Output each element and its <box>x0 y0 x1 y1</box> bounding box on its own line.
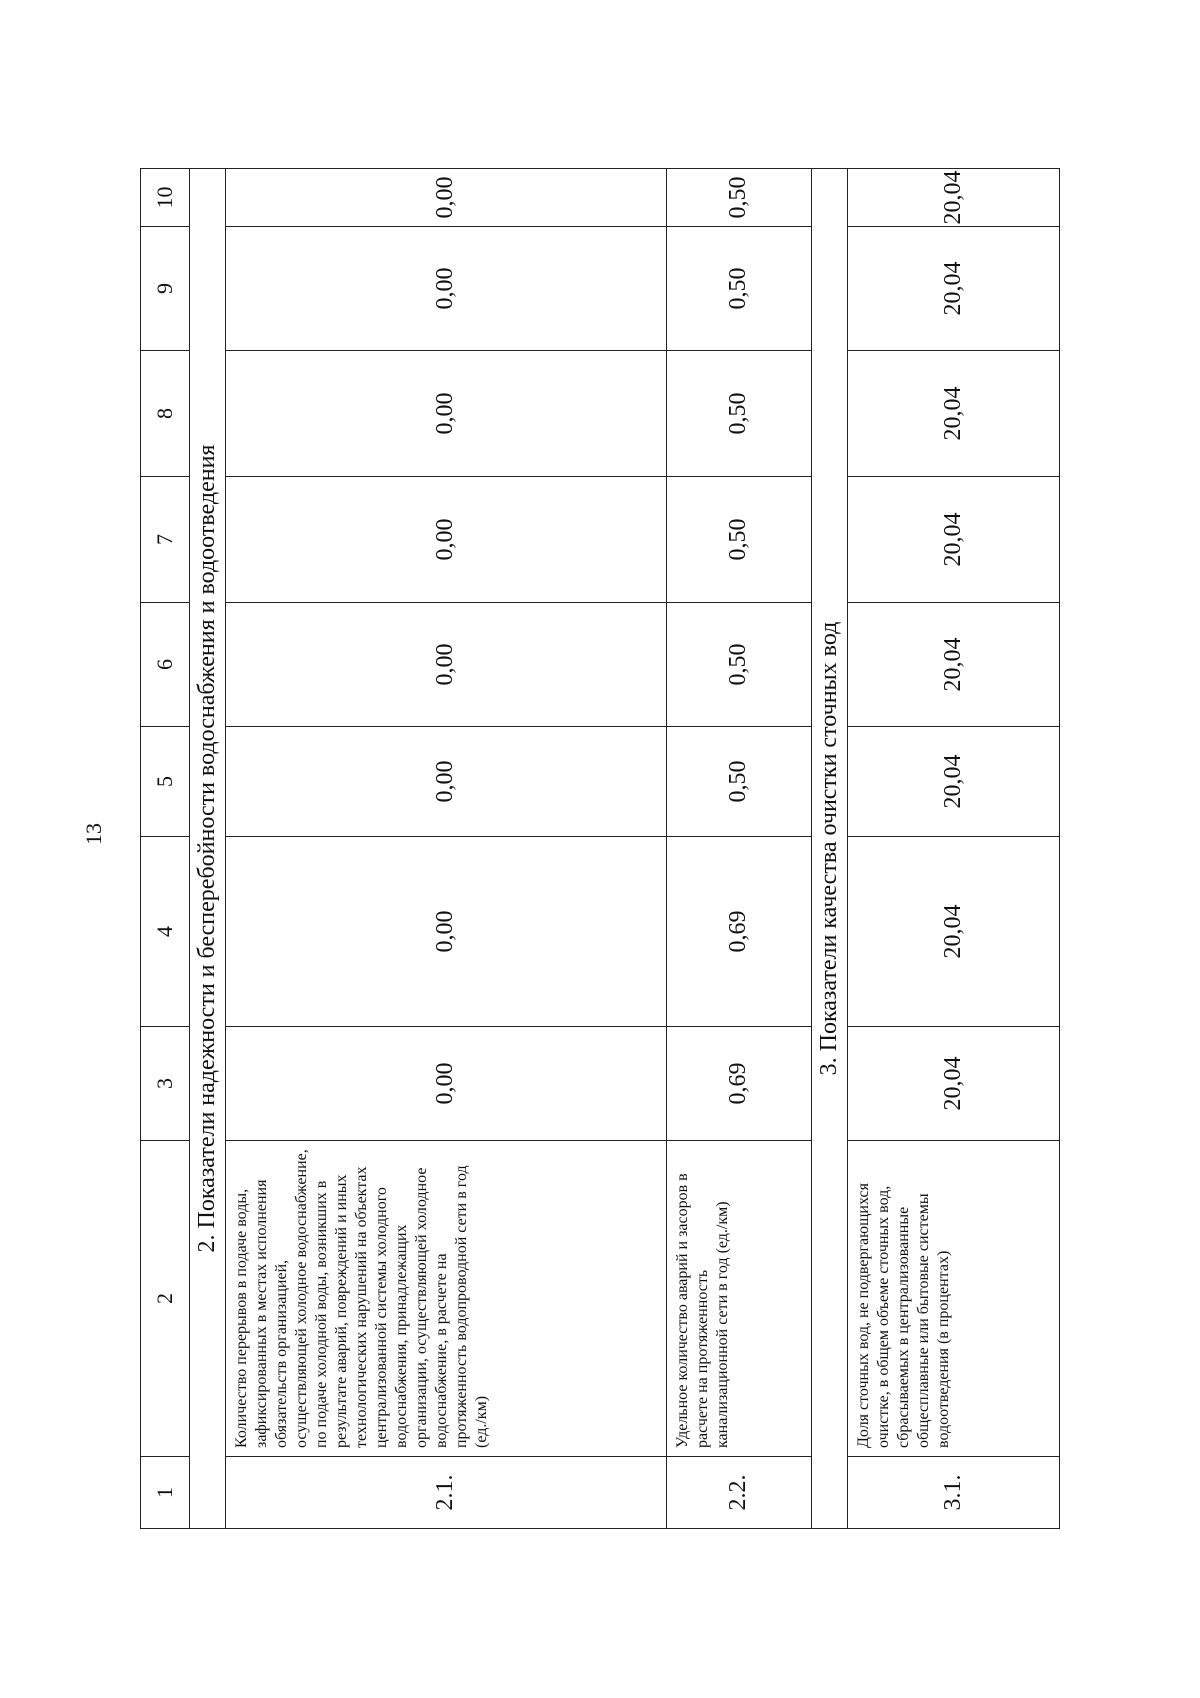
row-value: 0,50 <box>666 169 812 227</box>
column-number: 3 <box>141 1027 190 1141</box>
row-value: 20,04 <box>848 169 1060 227</box>
rotated-table-wrapper <box>140 169 1060 1529</box>
row-value: 0,00 <box>225 477 666 603</box>
column-number: 10 <box>141 169 190 227</box>
row-code: 2.2. <box>666 1457 812 1529</box>
row-value: 0,69 <box>666 837 812 1027</box>
row-value: 0,69 <box>666 1027 812 1141</box>
row-value: 0,50 <box>666 227 812 351</box>
section-title: 3. Показатели качества очистки сточных вод <box>812 169 848 1529</box>
row-value: 20,04 <box>848 727 1060 837</box>
column-number: 6 <box>141 603 190 727</box>
column-number: 2 <box>141 1141 190 1457</box>
row-description: Доля сточных вод, не подвергающихся очистке, в общем объеме сточных вод, сбрасываемых в централизованные общесплавные или бытовые системы водоотведения (в процентах) <box>848 1141 1060 1457</box>
table-row <box>848 169 1060 1529</box>
column-number: 8 <box>141 351 190 477</box>
row-code: 2.1. <box>225 1457 666 1529</box>
row-value: 20,04 <box>848 227 1060 351</box>
row-value: 0,00 <box>225 727 666 837</box>
column-number: 9 <box>141 227 190 351</box>
row-value: 0,00 <box>225 603 666 727</box>
page-number: 13 <box>81 823 106 845</box>
row-description: Удельное количество аварий и засоров в расчете на протяженность канализационной сети в год (ед./км) <box>666 1141 812 1457</box>
column-number: 5 <box>141 727 190 837</box>
row-value: 0,00 <box>225 227 666 351</box>
column-number: 7 <box>141 477 190 603</box>
section-title: 2. Показатели надежности и бесперебойности водоснабжения и водоотведения <box>189 169 225 1529</box>
row-value: 0,50 <box>666 727 812 837</box>
column-number-row <box>141 169 190 1529</box>
row-code: 3.1. <box>848 1457 1060 1529</box>
row-value: 20,04 <box>848 477 1060 603</box>
indicators-table <box>140 168 1060 1529</box>
row-value: 20,04 <box>848 603 1060 727</box>
section-header-row <box>812 169 848 1529</box>
row-description: Количество перерывов в подаче воды, зафиксированных в местах исполнения обязательств организацией, осуществляющей холодное водоснабжение, по подаче холодной воды, возникших в результате аварий, повреждений и иных технологических нарушений на объектах централизованной системы холодного водоснабжения, принадлежащих организации, осуществляющей холодное водоснабжение, в расчете на протяженность водопроводной сети в год (ед./км) <box>225 1141 666 1457</box>
table-row <box>225 169 666 1529</box>
row-value: 0,00 <box>225 1027 666 1141</box>
row-value: 0,50 <box>666 477 812 603</box>
row-value: 0,50 <box>666 351 812 477</box>
row-value: 0,00 <box>225 169 666 227</box>
row-value: 20,04 <box>848 351 1060 477</box>
column-number: 4 <box>141 837 190 1027</box>
row-value: 0,50 <box>666 603 812 727</box>
row-value: 20,04 <box>848 1027 1060 1141</box>
column-number: 1 <box>141 1457 190 1529</box>
row-value: 0,00 <box>225 837 666 1027</box>
row-value: 0,00 <box>225 351 666 477</box>
table-row <box>666 169 812 1529</box>
section-header-row <box>189 169 225 1529</box>
row-value: 20,04 <box>848 837 1060 1027</box>
